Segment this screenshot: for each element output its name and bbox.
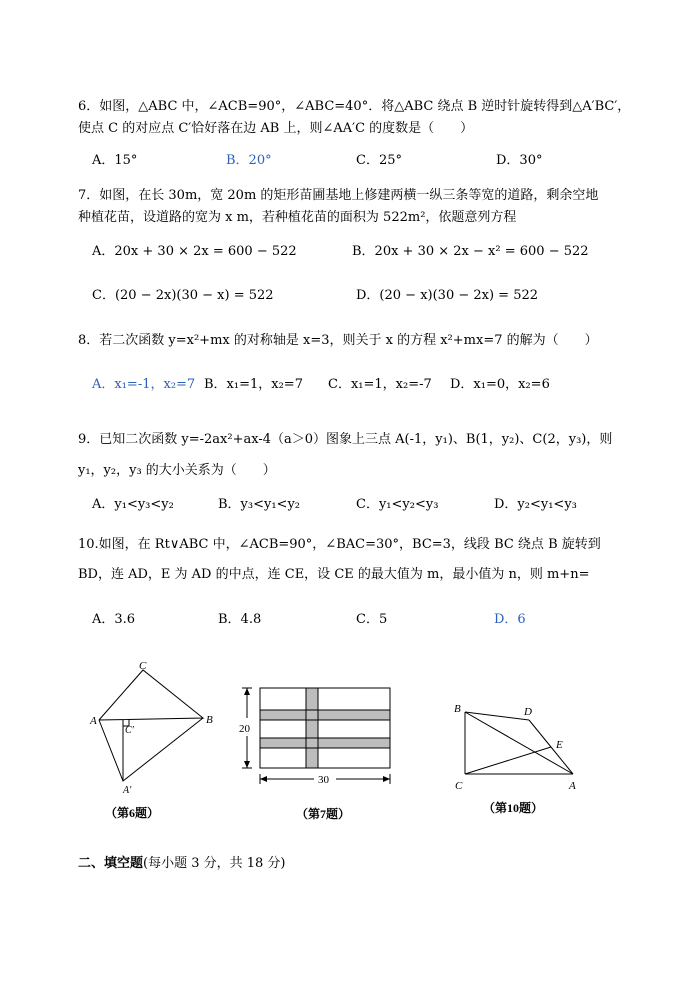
fig10-label-b: B — [454, 703, 461, 715]
q9-option-d: D．y₂<y₁<y₃ — [494, 497, 577, 512]
fig6-caption: （第6题） — [105, 806, 160, 820]
q9-option-a: A．y₁<y₃<y₂ — [92, 497, 174, 512]
q7-option-a: A．20x + 30 × 2x = 600 − 522 — [92, 244, 297, 259]
q7-option-b: B．20x + 30 × 2x − x² = 600 − 522 — [352, 244, 589, 259]
figure-q6 — [85, 655, 225, 830]
q9-option-b: B．y₃<y₁<y₂ — [218, 497, 301, 512]
q8-option-d: D．x₁=0，x₂=6 — [450, 377, 550, 392]
fig6-label-a-prime: A′ — [123, 785, 132, 796]
section-title: 二、填空题 — [78, 856, 144, 871]
road-horizontal-1 — [260, 710, 390, 720]
section-note: (每小题 3 分，共 18 分) — [143, 856, 286, 871]
q8-option-b: B．x₁=1，x₂=7 — [204, 377, 303, 392]
q7-line1: 7．如图，在长 30m，宽 20m 的矩形苗圃基地上修建两横一纵三条等宽的道路，剩余空地 — [78, 188, 599, 203]
q10-option-b: B．4.8 — [218, 612, 262, 627]
fig6-label-a: A — [90, 715, 97, 727]
q8-line1: 8．若二次函数 y=x²+mx 的对称轴是 x=3，则关于 x 的方程 x²+mx=7 的解为（ ） — [78, 333, 598, 348]
fig10-label-d: D — [524, 706, 532, 718]
q6-line2: 使点 C 的对应点 C′恰好落在边 AB 上，则∠AA′C 的度数是（ ） — [78, 121, 474, 136]
segment-de — [529, 720, 551, 747]
figure-q7 — [230, 680, 410, 830]
fig7-label-length: 30 — [318, 774, 329, 786]
fig6-label-c: C — [139, 660, 147, 672]
q10-line1: 10.如图，在 Rt∨ABC 中，∠ACB=90°，∠BAC=30°，BC=3，线段 BC 绕点 B 旋转到 — [78, 537, 601, 552]
q10-option-a: A．3.6 — [92, 612, 136, 627]
q9-option-c: C．y₁<y₂<y₃ — [356, 497, 439, 512]
q6-option-b: B．20° — [226, 153, 272, 168]
fig10-caption: （第10题） — [483, 801, 544, 815]
section-heading — [78, 852, 286, 871]
q8-option-c: C．x₁=1，x₂=-7 — [328, 377, 432, 392]
q9-line1: 9．已知二次函数 y=-2ax²+ax-4（a＞0）图象上三点 A(-1，y₁)、B(1，y₂)、C(2，y₃)，则 — [78, 432, 613, 447]
fig10-label-c: C — [455, 780, 463, 792]
segment-ea — [551, 747, 573, 774]
q6-option-a: A．15° — [92, 153, 138, 168]
triangle-rotated-edges — [99, 718, 203, 781]
q9-line2: y₁，y₂，y₃ 的大小关系为（ ） — [78, 463, 276, 478]
q10-option-c: C．5 — [356, 612, 388, 627]
q7-option-c: C．(20 − 2x)(30 − x) = 522 — [92, 288, 274, 303]
fig7-caption: （第7题） — [296, 807, 351, 821]
q8-option-a: A．x₁=-1，x₂=7 — [92, 377, 196, 392]
q7-line2: 种植花苗，设道路的宽为 x m，若种植花苗的面积为 522m²，依题意列方程 — [78, 210, 517, 225]
q7-option-d: D．(20 − x)(30 − 2x) = 522 — [356, 288, 539, 303]
q10-option-d: D．6 — [494, 612, 526, 627]
segment-bd — [465, 712, 529, 720]
fig6-label-c-prime: C′ — [125, 725, 134, 736]
q6-option-c: C．25° — [356, 153, 402, 168]
segment-ce — [465, 747, 551, 774]
fig7-label-width: 20 — [239, 723, 250, 735]
fig10-label-a: A — [569, 780, 576, 792]
road-horizontal-2 — [260, 738, 390, 748]
road-vertical — [306, 688, 318, 768]
field-rect — [260, 688, 390, 768]
q10-line2: BD，连 AD，E 为 AD 的中点，连 CE，设 CE 的最大值为 m，最小值为 n，则 m+n= — [78, 567, 590, 582]
figure-q10 — [445, 690, 590, 830]
fig10-label-e: E — [556, 739, 563, 751]
triangle-abc — [99, 670, 203, 720]
fig6-label-b: B — [206, 714, 213, 726]
q6-option-d: D．30° — [496, 153, 543, 168]
q6-line1: 6．如图，△ABC 中，∠ACB=90°，∠ABC=40°．将△ABC 绕点 B 逆时针旋转得到△A′BC′， — [78, 99, 631, 114]
